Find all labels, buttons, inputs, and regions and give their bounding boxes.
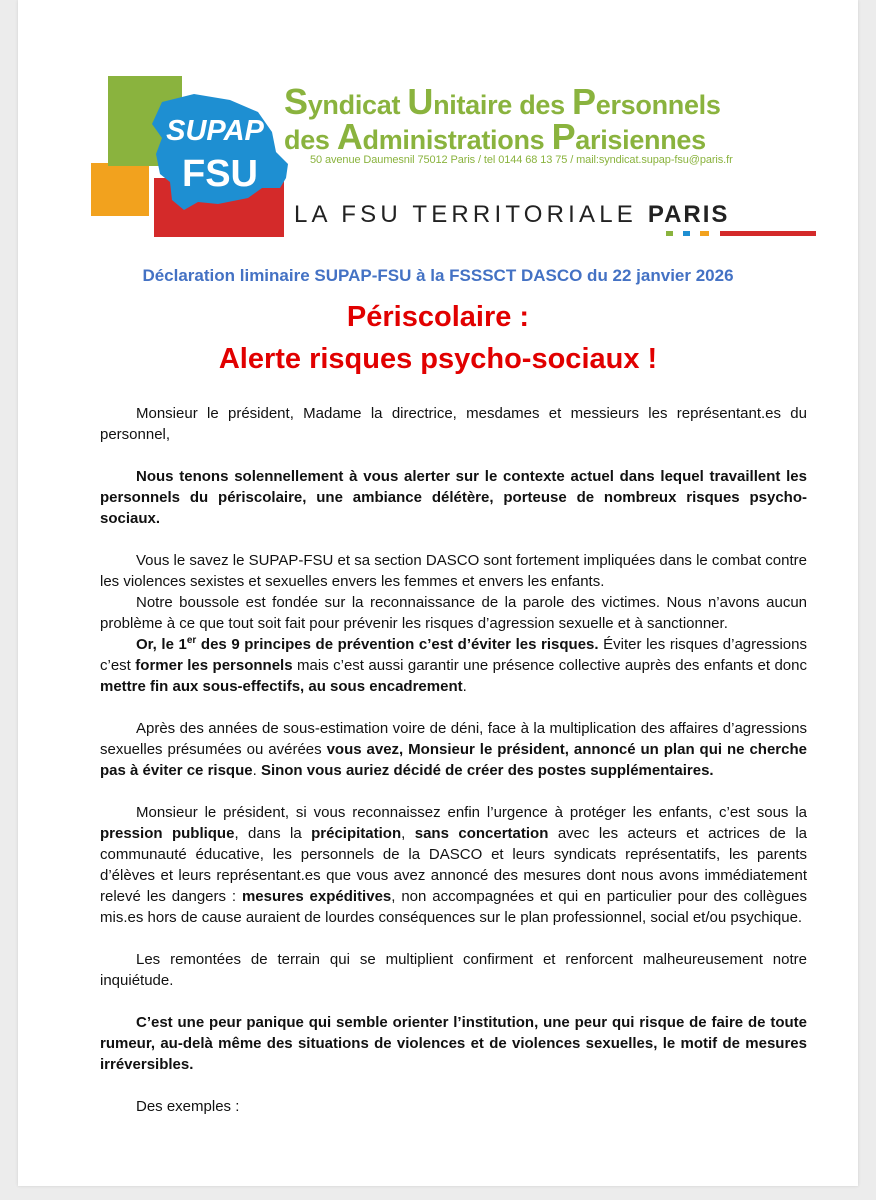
org-line2-word-2 [551, 116, 706, 157]
prevention-bold-2: former les personnels [135, 657, 293, 674]
supap-fsu-logo [90, 74, 300, 239]
org-line1-capital-3: P [572, 81, 596, 122]
org-line2-word-0 [284, 125, 330, 155]
pressure-bold-2: précipitation [311, 825, 402, 842]
paragraph-greeting: Monsieur le président, Madame la directrice, mesdames et messieurs les représentant.es du personnel, [100, 405, 807, 443]
org-line1-rest-1: nitaire [433, 90, 512, 120]
pressure-text-2: , dans la [234, 825, 312, 842]
prevention-bold-1b: des 9 principes de prévention c’est d’éviter les risques. [196, 636, 599, 653]
org-line2-word-1 [336, 116, 545, 157]
org-line1-capital-1: U [407, 81, 434, 122]
plan-bold-1: vous avez, Monsieur le président, annoncé un plan qui ne cherche pas à éviter ce risque [100, 741, 807, 779]
org-line1-rest-2: des [519, 90, 565, 120]
fsu-territoriale-banner [294, 202, 729, 228]
pressure-bold-1: pression publique [100, 825, 235, 842]
org-line2-capital-2: P [551, 116, 576, 157]
paragraph-commitment: Vous le savez le SUPAP-FSU et sa section DASCO sont fortement impliquées dans le combat contre les violences sexistes et sexuelles envers les femmes et envers les enfants. [100, 552, 807, 590]
banner-bar-blue [683, 231, 690, 236]
paris-text: PARIS [647, 201, 730, 228]
prevention-superscript: er [186, 635, 197, 646]
banner-bar-green [666, 231, 673, 236]
banner-bar-red [720, 231, 816, 236]
logo-bottom-text: FSU [182, 153, 258, 195]
fsu-territoriale-text: LA FSU TERRITORIALE [294, 201, 637, 228]
declaration-body [100, 403, 807, 1117]
paragraph-panic: C’est une peur panique qui semble orienter l’institution, une peur qui risque de faire de toute rumeur, au-delà même des situations de violences et de violences sexuelles, le motif de mesures irréversibles. [100, 1014, 807, 1073]
banner-bar-orange [700, 231, 709, 236]
org-line1-rest-0: yndicat [307, 90, 401, 120]
plan-bold-2: Sinon vous auriez décidé de créer des postes supplémentaires. [260, 762, 714, 779]
prevention-text-1: Éviter les risques d’agressions c’est [100, 636, 807, 674]
paragraph-examples: Des exemples : [136, 1098, 240, 1115]
pressure-text-1: Monsieur le président, si vous reconnaissez enfin l’urgence à protéger les enfants, c’est sous la [136, 804, 807, 821]
pressure-bold-4: mesures expéditives [241, 888, 392, 905]
org-line1-word-1 [407, 81, 512, 122]
organization-name [284, 81, 844, 157]
org-line1-capital-0: S [284, 81, 308, 122]
prevention-bold-3: mettre fin aux sous-effectifs, au sous encadrement [100, 678, 463, 695]
prevention-text-3: . [462, 678, 467, 695]
document-page [18, 0, 858, 1186]
organization-address: 50 avenue Daumesnil 75012 Paris / tel 0144 68 13 75 / mail:syndicat.supap-fsu@paris.fr [310, 154, 733, 166]
main-title-line1: Périscolaire : [346, 301, 530, 333]
org-line2-capital-1: A [336, 116, 363, 157]
paragraph-plan [100, 718, 807, 781]
logo-top-text: SUPAP [166, 115, 264, 147]
prevention-text-2: mais c’est aussi garantir une présence collective auprès des enfants et donc [292, 657, 807, 674]
pressure-bold-3: sans concertation [414, 825, 549, 842]
org-line2-rest-1: dministrations [362, 125, 545, 155]
org-line2-rest-2: arisiennes [575, 125, 706, 155]
organization-name-line2 [284, 116, 844, 157]
paragraph-field-reports: Les remontées de terrain qui se multiplient confirment et renforcent malheureusement notre inquiétude. [100, 951, 807, 989]
pressure-text-3: , [401, 825, 415, 842]
paragraph-alert: Nous tenons solennellement à vous alerter sur le contexte actuel dans lequel travaillent les personnels du périscolaire, une ambiance délétère, porteuse de nombreux risques psycho-sociaux. [100, 468, 807, 527]
pressure-text-4: avec les acteurs et actrices de la communauté éducative, les personnels de la DASCO et leurs syndicats représentatifs, les parents d’élèves et leurs représentant.es que vous avez annoncé des mesures dont nous avons immédiatement relevé les dangers : [100, 825, 808, 905]
plan-text-2: . [252, 762, 261, 779]
org-line1-rest-3: ersonnels [595, 90, 721, 120]
plan-text-1: Après des années de sous-estimation voire de déni, face à la multiplication des affaires d’agressions sexuelles présumées ou avérées [100, 720, 807, 758]
main-title-line2: Alerte risques psycho-sociaux ! [218, 343, 658, 375]
prevention-bold-1a: Or, le 1 [136, 636, 187, 653]
org-line2-rest-0: des [284, 125, 330, 155]
pressure-text-5: , non accompagnées et qui en particulier pour des collègues mis.es hors de cause auraient de lourdes conséquences sur le plan professionnel, social et/ou psychique. [100, 888, 807, 926]
org-line1-word-3 [572, 81, 721, 122]
declaration-title: Déclaration liminaire SUPAP-FSU à la FSSSCT DASCO du 22 janvier 2026 [142, 266, 734, 285]
paragraph-compass: Notre boussole est fondée sur la reconnaissance de la parole des victimes. Nous n’avons aucun problème à ce que tout soit fait pour prévenir les risques d’agression sexuelle et à sanctionner. [100, 594, 807, 632]
paragraph-prevention [100, 634, 807, 697]
paragraph-pressure [100, 802, 807, 928]
